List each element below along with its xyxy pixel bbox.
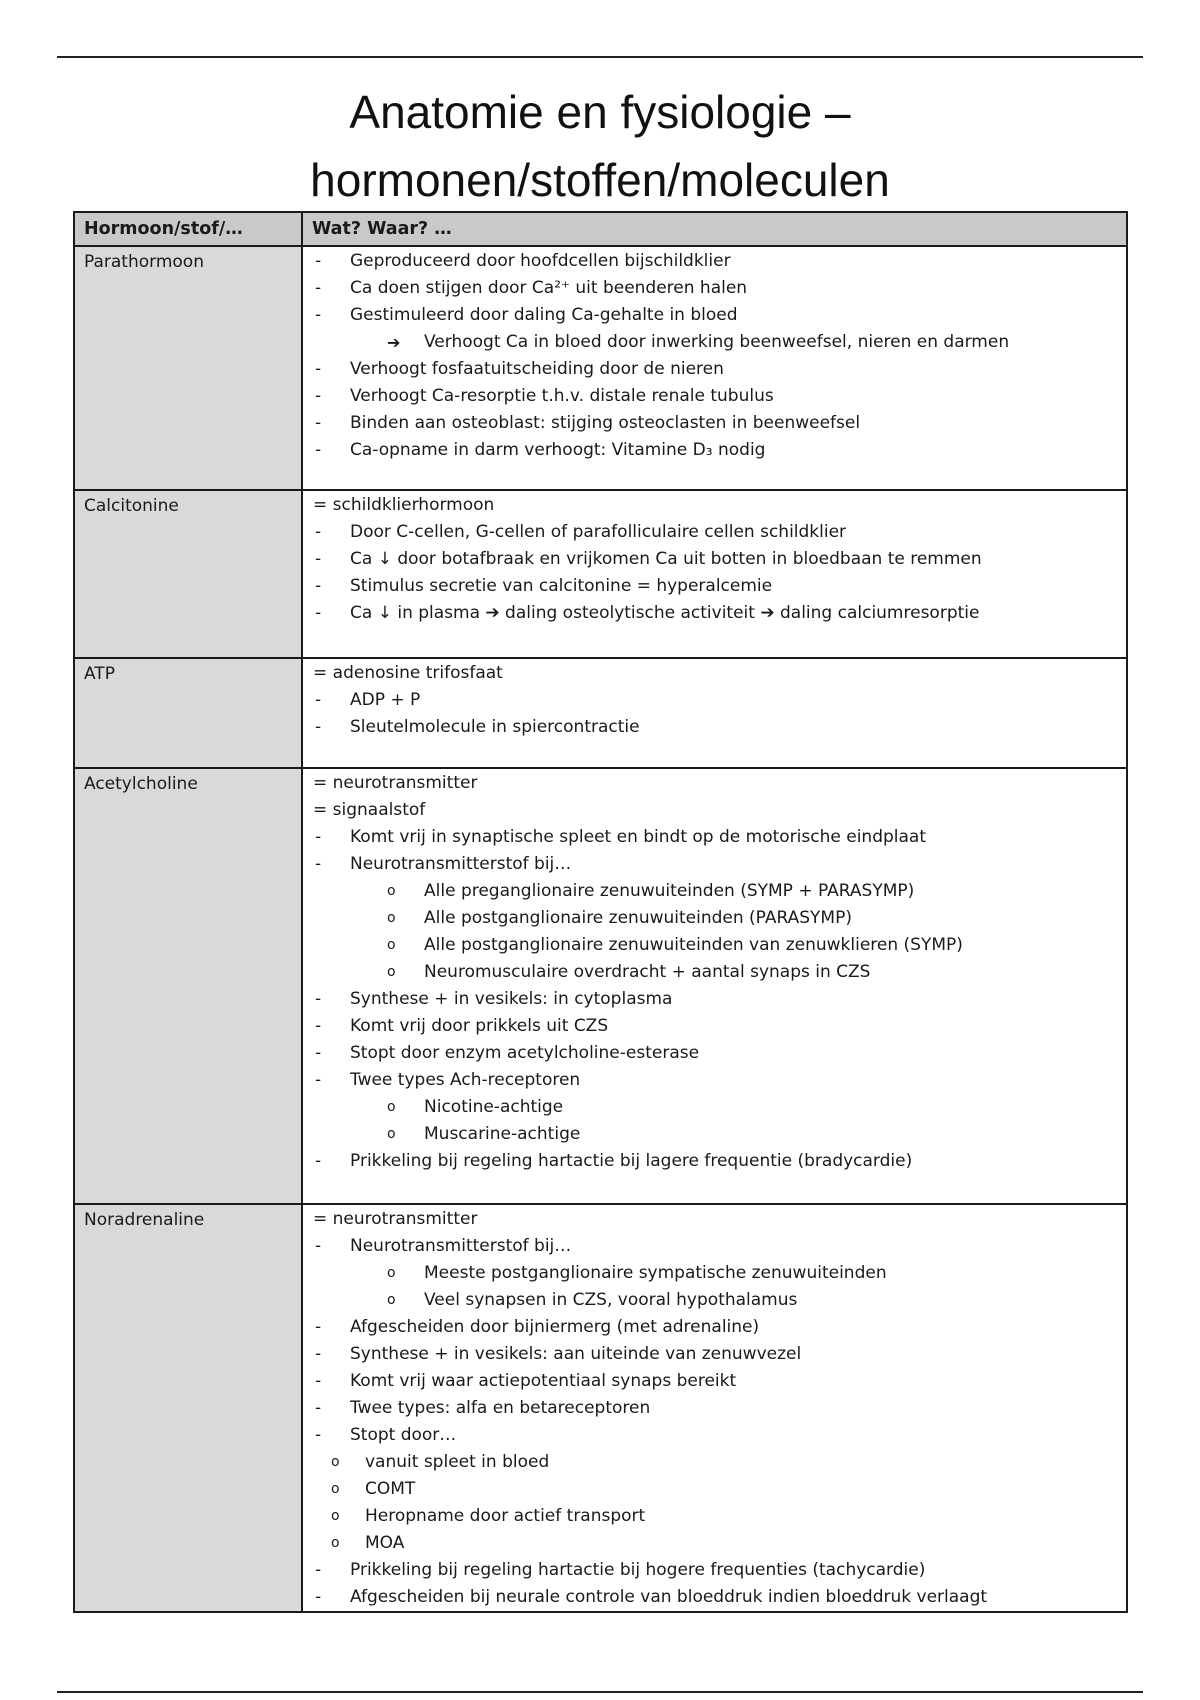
table-row <box>74 490 1127 658</box>
line-text: Neuromusculaire overdracht + aantal synaps in CZS <box>424 962 871 982</box>
description-line <box>313 600 1118 627</box>
description-line <box>313 248 1118 275</box>
description-line <box>313 1148 1118 1175</box>
dash-bullet-icon: - <box>315 1587 322 1607</box>
line-text: Nicotine-achtige <box>424 1097 564 1117</box>
dash-bullet-icon: - <box>315 1317 322 1337</box>
page-title-line-1: Anatomie en fysiologie – <box>349 86 851 138</box>
description-line <box>313 1449 1118 1476</box>
line-text: Veel synapsen in CZS, vooral hypothalamus <box>424 1290 798 1310</box>
line-text: = neurotransmitter <box>313 1209 478 1229</box>
description-line <box>313 1341 1118 1368</box>
description-line <box>313 714 1118 741</box>
line-text: Komt vrij in synaptische spleet en bindt op de motorische eindplaat <box>350 827 926 847</box>
line-text: Prikkeling bij regeling hartactie bij hogere frequenties (tachycardie) <box>350 1560 926 1580</box>
description-line <box>313 660 1118 687</box>
line-text: Gestimuleerd door daling Ca-gehalte in bloed <box>350 305 738 325</box>
description-line <box>313 1422 1118 1449</box>
dash-bullet-icon: - <box>315 854 322 874</box>
circle-bullet-icon: o <box>331 1454 340 1470</box>
description-line <box>313 356 1118 383</box>
line-text: Twee types Ach-receptoren <box>350 1070 581 1090</box>
line-text: = schildklierhormoon <box>313 495 495 515</box>
line-text: Ca ↓ door botafbraak en vrijkomen Ca uit botten in bloedbaan te remmen <box>350 549 982 569</box>
line-text: Ca ↓ in plasma ➔ daling osteolytische activiteit ➔ daling calciumresorptie <box>350 603 980 623</box>
description-line <box>313 878 1118 905</box>
line-text: Stopt door… <box>350 1425 457 1445</box>
dash-bullet-icon: - <box>315 549 322 569</box>
line-text: Sleutelmolecule in spiercontractie <box>350 717 640 737</box>
line-text: Stimulus secretie van calcitonine = hyperalcemie <box>350 576 773 596</box>
line-text: Synthese + in vesikels: aan uiteinde van zenuwvezel <box>350 1344 802 1364</box>
dash-bullet-icon: - <box>315 717 322 737</box>
row-description <box>302 658 1127 768</box>
description-line <box>313 1206 1118 1233</box>
description-line <box>313 302 1118 329</box>
line-text: Afgescheiden door bijniermerg (met adrenaline) <box>350 1317 760 1337</box>
dash-bullet-icon: - <box>315 827 322 847</box>
dash-bullet-icon: - <box>315 1070 322 1090</box>
row-description <box>302 246 1127 490</box>
description-line <box>313 797 1118 824</box>
dash-bullet-icon: - <box>315 251 322 271</box>
row-description <box>302 1204 1127 1612</box>
row-name: Calcitonine <box>74 490 302 658</box>
line-text: Geproduceerd door hoofdcellen bijschildklier <box>350 251 731 271</box>
description-line <box>313 546 1118 573</box>
dash-bullet-icon: - <box>315 989 322 1009</box>
dash-bullet-icon: - <box>315 440 322 460</box>
header-description: Wat? Waar? … <box>302 212 1127 246</box>
circle-bullet-icon: o <box>387 910 396 926</box>
description-line <box>313 573 1118 600</box>
line-text: COMT <box>365 1479 416 1499</box>
circle-bullet-icon: o <box>387 1265 396 1281</box>
description-line <box>313 1094 1118 1121</box>
line-text: Verhoogt fosfaatuitscheiding door de nieren <box>350 359 724 379</box>
circle-bullet-icon: o <box>387 1099 396 1115</box>
top-rule <box>57 56 1143 58</box>
description-line <box>313 1287 1118 1314</box>
description-line <box>313 770 1118 797</box>
description-line <box>313 1395 1118 1422</box>
row-name: Noradrenaline <box>74 1204 302 1612</box>
dash-bullet-icon: - <box>315 1560 322 1580</box>
table-row <box>74 658 1127 768</box>
circle-bullet-icon: o <box>387 937 396 953</box>
description-line <box>313 329 1118 356</box>
line-text: Prikkeling bij regeling hartactie bij lagere frequentie (bradycardie) <box>350 1151 913 1171</box>
dash-bullet-icon: - <box>315 278 322 298</box>
description-line <box>313 383 1118 410</box>
line-text: Synthese + in vesikels: in cytoplasma <box>350 989 673 1009</box>
line-text: = signaalstof <box>313 800 426 820</box>
circle-bullet-icon: o <box>387 1292 396 1308</box>
description-line <box>313 1121 1118 1148</box>
description-line <box>313 410 1118 437</box>
description-line <box>313 687 1118 714</box>
dash-bullet-icon: - <box>315 359 322 379</box>
description-line <box>313 437 1118 464</box>
line-text: Afgescheiden bij neurale controle van bloeddruk indien bloeddruk verlaagt <box>350 1587 988 1607</box>
dash-bullet-icon: - <box>315 413 322 433</box>
arrow-bullet-icon: ➔ <box>387 333 401 352</box>
line-text: = adenosine trifosfaat <box>313 663 503 683</box>
dash-bullet-icon: - <box>315 1344 322 1364</box>
table-row <box>74 768 1127 1204</box>
dash-bullet-icon: - <box>315 1016 322 1036</box>
row-name: ATP <box>74 658 302 768</box>
line-text: Verhoogt Ca in bloed door inwerking beenweefsel, nieren en darmen <box>424 332 1010 352</box>
dash-bullet-icon: - <box>315 1043 322 1063</box>
description-line <box>313 1260 1118 1287</box>
hormones-table <box>73 211 1128 1613</box>
circle-bullet-icon: o <box>387 1126 396 1142</box>
line-text: Door C-cellen, G-cellen of parafolliculaire cellen schildklier <box>350 522 847 542</box>
description-line <box>313 519 1118 546</box>
page-title-line-2: hormonen/stoffen/moleculen <box>310 154 890 206</box>
description-line <box>313 959 1118 986</box>
line-text: Meeste postganglionaire sympatische zenuwuiteinden <box>424 1263 887 1283</box>
dash-bullet-icon: - <box>315 386 322 406</box>
row-name: Acetylcholine <box>74 768 302 1204</box>
row-name: Parathormoon <box>74 246 302 490</box>
header-hormone: Hormoon/stof/… <box>74 212 302 246</box>
table-row <box>74 246 1127 490</box>
dash-bullet-icon: - <box>315 1236 322 1256</box>
bottom-rule <box>57 1691 1143 1693</box>
line-text: Alle preganglionaire zenuwuiteinden (SYMP + PARASYMP) <box>424 881 915 901</box>
line-text: Ca doen stijgen door Ca²⁺ uit beenderen halen <box>350 278 748 298</box>
dash-bullet-icon: - <box>315 1371 322 1391</box>
description-line <box>313 1476 1118 1503</box>
line-text: MOA <box>365 1533 405 1553</box>
description-line <box>313 1314 1118 1341</box>
line-text: Stopt door enzym acetylcholine-esterase <box>350 1043 700 1063</box>
description-line <box>313 1040 1118 1067</box>
description-line <box>313 1584 1118 1611</box>
dash-bullet-icon: - <box>315 1151 322 1171</box>
dash-bullet-icon: - <box>315 1398 322 1418</box>
line-text: Muscarine-achtige <box>424 1124 581 1144</box>
description-line <box>313 492 1118 519</box>
row-description <box>302 490 1127 658</box>
line-text: Alle postganglionaire zenuwuiteinden (PARASYMP) <box>424 908 852 928</box>
description-line <box>313 1368 1118 1395</box>
line-text: Twee types: alfa en betareceptoren <box>350 1398 651 1418</box>
line-text: = neurotransmitter <box>313 773 478 793</box>
description-line <box>313 1557 1118 1584</box>
circle-bullet-icon: o <box>387 964 396 980</box>
table-row <box>74 1204 1127 1612</box>
line-text: Komt vrij door prikkels uit CZS <box>350 1016 609 1036</box>
row-description <box>302 768 1127 1204</box>
description-line <box>313 986 1118 1013</box>
description-line <box>313 824 1118 851</box>
page-title <box>0 78 1200 214</box>
circle-bullet-icon: o <box>331 1535 340 1551</box>
dash-bullet-icon: - <box>315 603 322 623</box>
line-text: Neurotransmitterstof bij… <box>350 1236 572 1256</box>
description-line <box>313 932 1118 959</box>
circle-bullet-icon: o <box>331 1481 340 1497</box>
description-line <box>313 1013 1118 1040</box>
line-text: Komt vrij waar actiepotentiaal synaps bereikt <box>350 1371 737 1391</box>
description-line <box>313 851 1118 878</box>
description-line <box>313 905 1118 932</box>
dash-bullet-icon: - <box>315 1425 322 1445</box>
dash-bullet-icon: - <box>315 690 322 710</box>
description-line <box>313 1503 1118 1530</box>
dash-bullet-icon: - <box>315 522 322 542</box>
line-text: ADP + P <box>350 690 421 710</box>
line-text: vanuit spleet in bloed <box>365 1452 550 1472</box>
line-text: Neurotransmitterstof bij… <box>350 854 572 874</box>
line-text: Heropname door actief transport <box>365 1506 646 1526</box>
line-text: Binden aan osteoblast: stijging osteoclasten in beenweefsel <box>350 413 861 433</box>
line-text: Verhoogt Ca-resorptie t.h.v. distale renale tubulus <box>350 386 774 406</box>
circle-bullet-icon: o <box>387 883 396 899</box>
line-text: Alle postganglionaire zenuwuiteinden van zenuwklieren (SYMP) <box>424 935 963 955</box>
description-line <box>313 1067 1118 1094</box>
line-text: Ca-opname in darm verhoogt: Vitamine D₃ nodig <box>350 440 766 460</box>
description-line <box>313 1530 1118 1557</box>
description-line <box>313 275 1118 302</box>
circle-bullet-icon: o <box>331 1508 340 1524</box>
table-header-row <box>74 212 1127 246</box>
description-line <box>313 1233 1118 1260</box>
dash-bullet-icon: - <box>315 305 322 325</box>
dash-bullet-icon: - <box>315 576 322 596</box>
